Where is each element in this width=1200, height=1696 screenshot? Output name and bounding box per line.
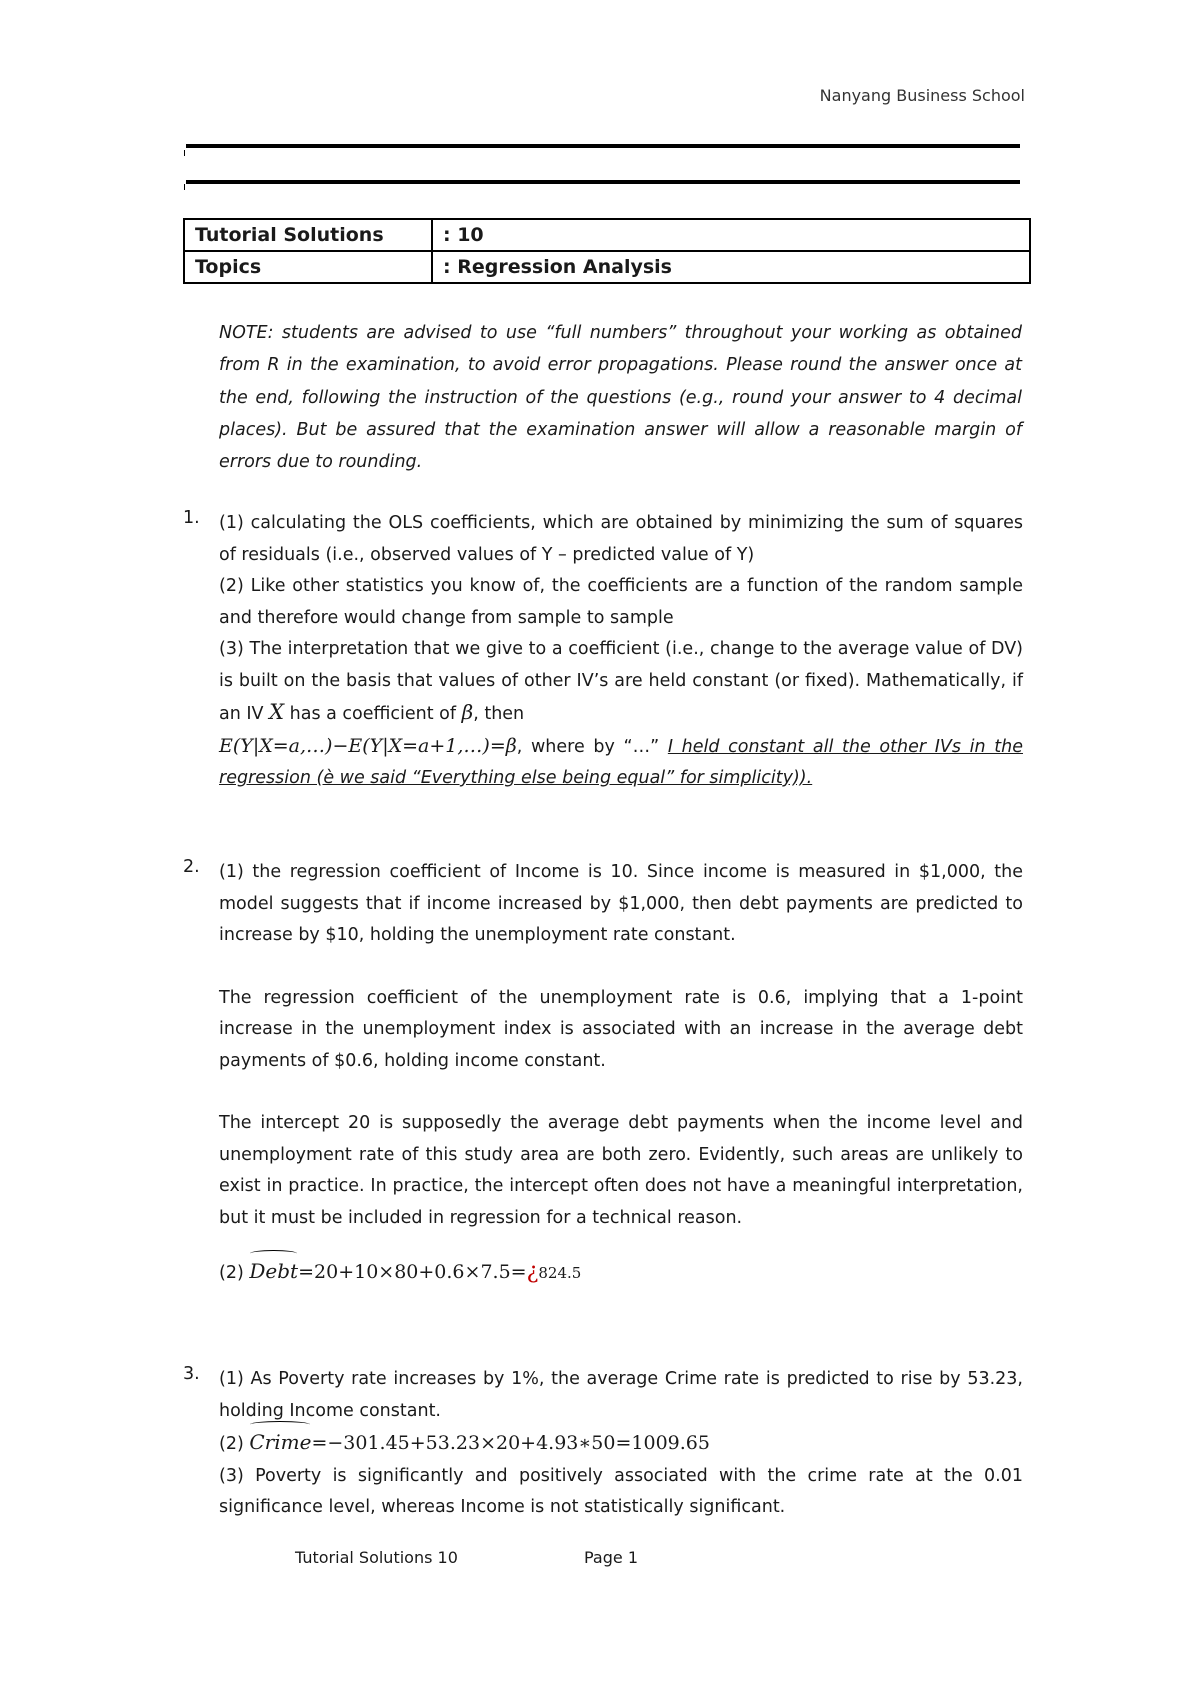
- info-key: Tutorial Solutions: [184, 219, 432, 251]
- debt-result: 824.5: [538, 1264, 582, 1282]
- question-number: 3.: [183, 1364, 200, 1384]
- header-rule-bottom: [186, 180, 1020, 184]
- q2-part-4: [219, 1256, 1023, 1290]
- expectation-formula: E(Y|X=a,…)−E(Y|X=a+1,…)=β: [219, 734, 517, 757]
- debt-equation: =20+10×80+0.6×7.5=: [298, 1261, 527, 1283]
- question-3: [183, 1364, 1023, 1524]
- q3-part-3: (3) Poverty is significantly and positively associated with the crime rate at the 0.01 significance level, whereas Income is not statistically significant.: [219, 1465, 1023, 1517]
- q2-part-1: (1) the regression coefficient of Income is 10. Since income is measured in $1,000, the model suggests that if income increased by $1,000, then debt payments are predicted to increase by $10, holding the unemployment rate constant.: [219, 862, 1023, 945]
- question-number: 1.: [183, 508, 200, 528]
- question-number: 2.: [183, 857, 200, 877]
- info-value: : 10: [432, 219, 1030, 251]
- q2-part-2: The regression coefficient of the unemployment rate is 0.6, implying that a 1-point increase in the unemployment index is associated with an increase in the average debt payments of $0.6, holding income constant.: [219, 987, 1023, 1071]
- footer-page-number: Page 1: [584, 1548, 638, 1567]
- info-value: : Regression Analysis: [432, 251, 1030, 283]
- footer-title: Tutorial Solutions 10: [295, 1548, 458, 1567]
- q3-part-1: (1) As Poverty rate increases by 1%, the average Crime rate is predicted to rise by 53.23, holding Income constant.: [219, 1369, 1023, 1421]
- q1-part-1: (1) calculating the OLS coefficients, which are obtained by minimizing the sum of squares of residuals (i.e., observed values of Y – predicted value of Y): [219, 513, 1023, 565]
- underlined-remark: I held constant all the other IVs in the regression (è we said “Everything else being equal” for simplicity)).: [219, 736, 1023, 788]
- info-table: [183, 218, 1031, 284]
- part-label: (2): [219, 1263, 244, 1283]
- q1-part-3-mid: has a coefficient of: [289, 704, 457, 724]
- var-beta: β: [461, 700, 474, 724]
- q1-part-3-text: (3) The interpretation that we give to a coefficient (i.e., change to the average value of DV) is built on the basis that values of other IV’s are held constant (or fixed). Mathematically, if an IV: [219, 639, 1023, 724]
- var-x: X: [269, 700, 285, 724]
- crime-hat-var: Crime: [249, 1427, 311, 1459]
- info-key: Topics: [184, 251, 432, 283]
- q1-part-3: [219, 634, 1023, 731]
- q1-formula-line: [219, 731, 1023, 795]
- crime-equation: =−301.45+53.23×20+4.93∗50=1009.65: [311, 1432, 710, 1454]
- part-label: (2): [219, 1434, 244, 1454]
- q1-part-2: (2) Like other statistics you know of, the coefficients are a function of the random sample and therefore would change from sample to sample: [219, 576, 1023, 628]
- info-row-tutorial: [184, 219, 1030, 251]
- info-row-topics: [184, 251, 1030, 283]
- q1-part-3-end: , then: [473, 704, 525, 724]
- note-paragraph: NOTE: students are advised to use “full numbers” throughout your working as obtained from R in the examination, to avoid error propagations. Please round the answer once at the end, following the instruction of the questions (e.g., round your answer to 4 decimal places). But be assured that the examination answer will allow a reasonable margin of errors due to rounding.: [219, 323, 1022, 473]
- header-school-name: Nanyang Business School: [819, 86, 1025, 105]
- formula-tail: , where by “…”: [516, 736, 660, 757]
- render-artifact-glyph: ¿: [526, 1259, 539, 1284]
- debt-hat-var: Debt: [249, 1256, 298, 1288]
- rule-marker: [184, 150, 185, 156]
- q2-part-3: The intercept 20 is supposedly the average debt payments when the income level and unemployment rate of this study area are both zero. Evidently, such areas are unlikely to exist in practice. In practice, the intercept often does not have a meaningful interpretation, but it must be included in regression for a technical reason.: [219, 1113, 1023, 1228]
- rule-marker: [184, 184, 185, 190]
- question-2: [183, 857, 1023, 1290]
- header-rule-top: [186, 144, 1020, 148]
- question-1: [183, 508, 1023, 795]
- q3-part-2: [219, 1427, 1023, 1461]
